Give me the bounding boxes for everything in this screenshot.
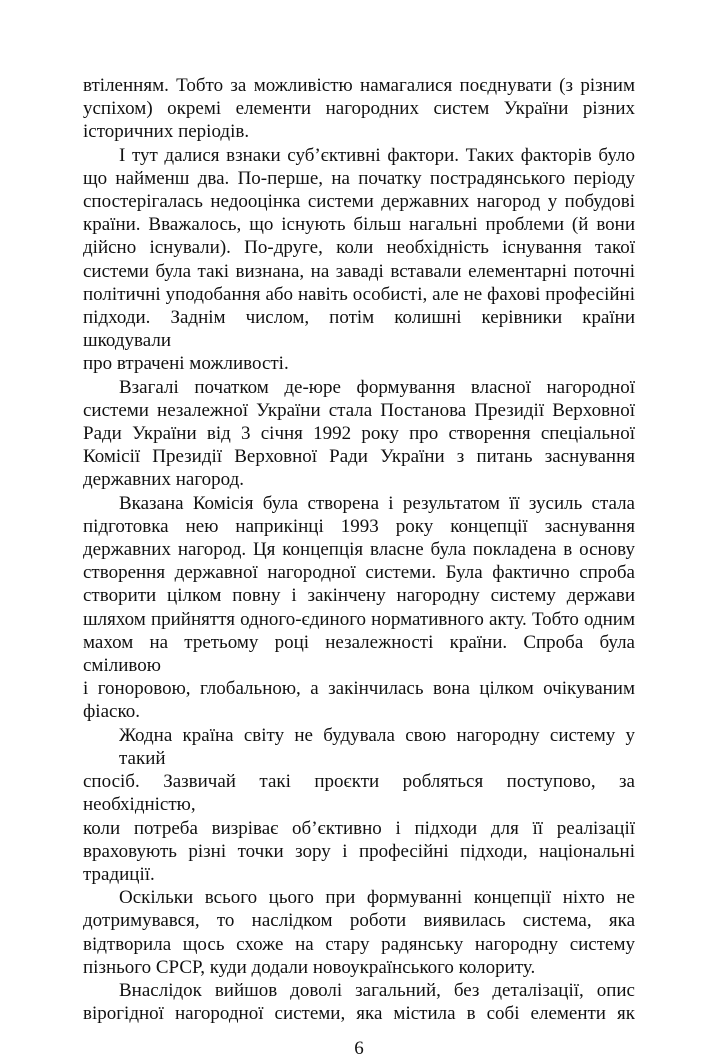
text-line: коли потреба визріває об’єктивно і підходи для її реалізації — [83, 817, 635, 839]
text-line: Вказана Комісія була створена і результатом її зусиль стала — [119, 492, 635, 514]
text-line: спосіб. Зазвичай такі проєкти робляться поступово, за необхідністю, — [83, 771, 635, 816]
text-line: підходи. Заднім числом, потім колишні керівники країни шкодували — [83, 307, 635, 352]
page-number: 6 — [354, 1038, 364, 1060]
paragraph — [83, 724, 635, 886]
text-line: Жодна країна світу не будувала свою нагородну систему у такий — [119, 724, 635, 769]
text-line: шляхом прийняття одного-єдиного нормативного акту. Тобто одним — [83, 608, 635, 630]
text-line: Ради України від 3 січня 1992 року про створення спеціальної — [83, 423, 635, 445]
paragraph — [83, 74, 635, 144]
text-line: державних нагород. Ця концепція власне була покладена в основу — [83, 539, 635, 561]
document-body — [83, 74, 635, 1025]
text-line: дійсно існували). По-друге, коли необхідність існування такої — [83, 237, 635, 259]
text-line: пізнього СРСР, куди додали новоукраїнського колориту. — [83, 956, 536, 978]
text-line: державних нагород. — [83, 469, 245, 491]
text-line: створити цілком повну і закінчену нагородну систему держави — [83, 585, 635, 607]
text-line: Внаслідок вийшов доволі загальний, без деталізації, опис — [119, 979, 635, 1001]
text-line: Оскільки всього цього при формуванні концепції ніхто не — [119, 887, 635, 909]
text-line: махом на третьому році незалежності країни. Спроба була сміливою — [83, 631, 635, 677]
text-line: І тут далися взнаки суб’єктивні фактори. Таких факторів було — [119, 144, 635, 166]
text-line: фіаско. — [83, 701, 140, 723]
text-line: країни. Вважалось, що існують більш нагальні проблеми (й вони — [83, 214, 635, 236]
text-line: що найменш два. По-перше, на початку пострадянського періоду — [83, 167, 635, 189]
text-line: підготовка нею наприкінці 1993 року концепції заснування — [83, 515, 635, 537]
text-line: втіленням. Тобто за можливістю намагалися поєднувати (з різним — [83, 75, 635, 96]
text-line: про втрачені можливості. — [83, 353, 289, 375]
text-line: системи незалежної України стала Постанова Президії Верховної — [83, 399, 635, 421]
text-line: Комісії Президії Верховної Ради України з питань заснування — [83, 446, 635, 468]
text-line: дотримувався, то наслідком роботи виявилась система, яка — [83, 910, 635, 932]
text-line: створення державної нагородної системи. Була фактично спроба — [83, 562, 635, 584]
text-line: успіхом) окремі елементи нагородних систем України різних — [83, 98, 635, 120]
text-line: вірогідної нагородної системи, яка містила в собі елементи як — [83, 1003, 635, 1025]
text-line: традиції. — [83, 863, 155, 885]
paragraph — [83, 886, 635, 979]
text-line: політичні уподобання або навіть особисті, але не фахові професійні — [83, 283, 635, 305]
paragraph — [83, 144, 635, 376]
text-line: враховують різні точки зору і професійні підходи, національні — [83, 840, 635, 862]
text-line: Взагалі початком де-юре формування власної нагородної — [119, 376, 635, 398]
paragraph — [83, 979, 635, 1025]
paragraph — [83, 492, 635, 724]
paragraph — [83, 376, 635, 492]
text-line: відтворила щось схоже на стару радянську нагородну систему — [83, 933, 635, 955]
text-line: історичних періодів. — [83, 121, 250, 143]
text-line: і гоноровою, глобальною, а закінчилась вона цілком очікуваним — [83, 678, 635, 700]
text-line: спостерігалась недооцінка системи державних нагород у побудові — [83, 191, 635, 213]
text-line: системи була такі визнана, на заваді вставали елементарні поточні — [83, 260, 635, 282]
